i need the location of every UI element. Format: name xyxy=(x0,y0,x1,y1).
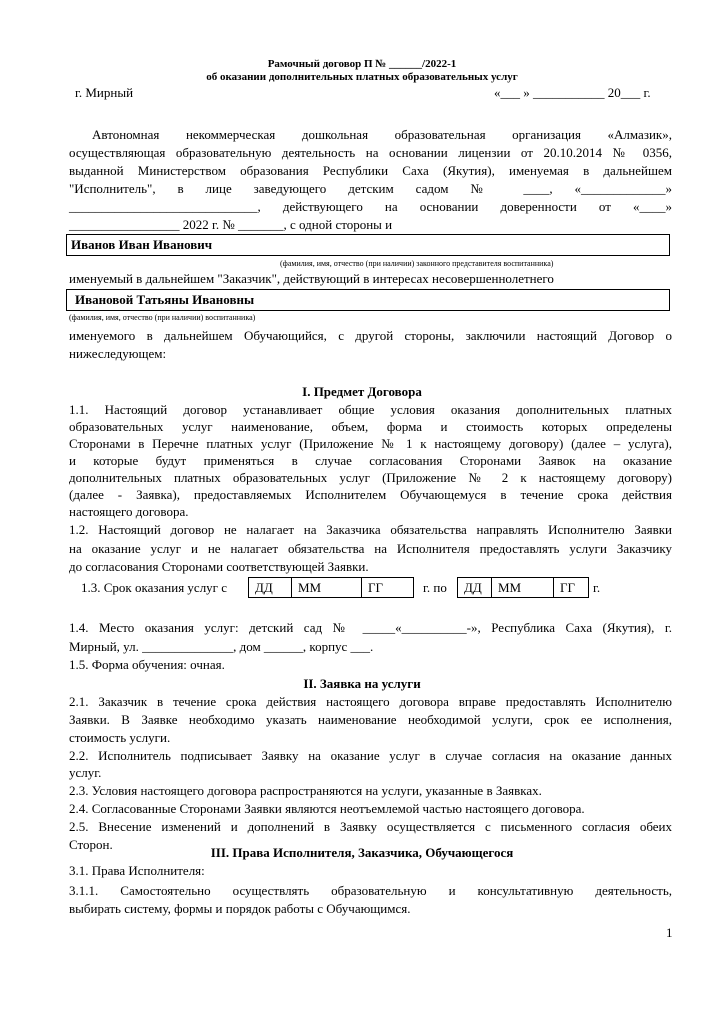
paragraph-line: Сторонами в Перечне платных услуг (Приложение № 1 к настоящему договору) (далее – услуга), xyxy=(69,436,672,451)
preamble-line: _____________________________, действующего на основании доверенности от «____» xyxy=(69,199,672,214)
paragraph-line: 2.5. Внесение изменений и дополнений в Заявку осуществляется с письменного согласия обеих xyxy=(69,819,672,834)
paragraph-line: до согласования Сторонами соответствующей Заявки. xyxy=(69,559,369,574)
paragraph-line: Заявки. В Заявке необходимо указать наименование необходимой услуги, срок ее исполнения, xyxy=(69,712,672,727)
end-day-field[interactable]: ДД xyxy=(457,577,492,598)
paragraph-line: 2.1. Заказчик в течение срока действия настоящего договора вправе предоставлять Исполнителю xyxy=(69,694,672,709)
contract-title: Рамочный договор П № ______/2022-1 xyxy=(267,58,457,70)
paragraph-line: на оказание услуг и не налагает обязательства на Исполнителя предоставлять услуги Заказчику xyxy=(69,541,672,556)
customer-caption: (фамилия, имя, отчество (при наличии) законного представителя воспитанника) xyxy=(280,259,554,268)
end-month-field[interactable]: ММ xyxy=(491,577,554,598)
customer-name: Иванов Иван Иванович xyxy=(71,237,213,252)
paragraph-line: Мирный, ул. ______________, дом ______, корпус ___. xyxy=(69,639,374,654)
paragraph-line: стоимость услуги. xyxy=(69,730,171,745)
paragraph-line: выбирать систему, формы и порядок работы с Обучающимся. xyxy=(69,901,411,916)
start-day-field[interactable]: ДД xyxy=(248,577,292,598)
period-suffix: г. xyxy=(593,580,601,595)
preamble-line: _________________ 2022 г. № _______, с одной стороны и xyxy=(69,217,393,232)
paragraph-line: 1.1. Настоящий договор устанавливает общие условия оказания дополнительных платных xyxy=(69,402,672,417)
student-caption: (фамилия, имя, отчество (при наличии) воспитанника) xyxy=(69,313,256,322)
section-heading: II. Заявка на услуги xyxy=(303,676,421,691)
end-year-field[interactable]: ГГ xyxy=(553,577,589,598)
paragraph-line: 1.2. Настоящий договор не налагает на Заказчика обязательства направлять Исполнителю Заявки xyxy=(69,522,672,537)
preamble-line: осуществляющая образовательную деятельность на основании лицензии от 20.10.2014 № 0356, xyxy=(69,145,672,160)
paragraph-line: дополнительных платных образовательных услуг (Приложение № 2 к настоящему договору) xyxy=(69,470,672,485)
start-year-field[interactable]: ГГ xyxy=(361,577,414,598)
paragraph-line: услуг. xyxy=(69,765,102,780)
preamble-line: Автономная некоммерческая дошкольная образовательная организация «Алмазик», xyxy=(92,127,672,142)
paragraph-line: 1.4. Место оказания услуг: детский сад № _____«__________-», Республика Саха (Якутия), г. xyxy=(69,620,672,635)
student-name: Ивановой Татьяны Ивановны xyxy=(75,292,255,307)
preamble-line: выданной Министерством образования Республики Саха (Якутия), именуемая в дальнейшем xyxy=(69,163,672,178)
paragraph-line: и которые будут применяться в случае согласования Сторонами Заявок на оказание xyxy=(69,453,672,468)
paragraph-line: 1.5. Форма обучения: очная. xyxy=(69,657,225,672)
contract-date: «___ » ___________ 20___ г. xyxy=(494,85,651,100)
paragraph-line: 3.1.1. Самостоятельно осуществлять образовательную и консультативную деятельность, xyxy=(69,883,672,898)
period-to-label: г. по xyxy=(423,580,447,595)
paragraph-line: (далее - Заявка), предоставляемых Исполнителем Обучающемуся в течение срока действия xyxy=(69,487,672,502)
preamble-closing: именуемого в дальнейшем Обучающийся, с другой стороны, заключили настоящий Договор о xyxy=(69,328,672,343)
paragraph-line: образовательных услуг наименование, объем, форма и стоимость которых определены xyxy=(69,419,672,434)
start-month-field[interactable]: ММ xyxy=(291,577,362,598)
preamble-line: "Исполнитель", в лице заведующего детским садом № ____, «_____________» xyxy=(69,181,672,196)
paragraph-line: 2.2. Исполнитель подписывает Заявку на оказание услуг в случае согласия на оказание данных xyxy=(69,748,672,763)
paragraph-line: 2.3. Условия настоящего договора распространяются на услуги, указанные в Заявках. xyxy=(69,783,542,798)
paragraph-line: настоящего договора. xyxy=(69,504,189,519)
preamble-closing: нижеследующем: xyxy=(69,346,167,361)
paragraph-line: 2.4. Согласованные Сторонами Заявки являются неотъемлемой частью настоящего договора. xyxy=(69,801,585,816)
customer-text: именуемый в дальнейшем "Заказчик", действующий в интересах несовершеннолетнего xyxy=(69,271,554,286)
paragraph-line: Сторон. xyxy=(69,837,113,852)
period-label: 1.3. Срок оказания услуг с xyxy=(81,580,228,595)
contract-subtitle: об оказании дополнительных платных образовательных услуг xyxy=(206,71,518,83)
section-heading: I. Предмет Договора xyxy=(302,384,422,399)
city-label: г. Мирный xyxy=(75,85,134,100)
paragraph-line: 3.1. Права Исполнителя: xyxy=(69,863,205,878)
page-number: 1 xyxy=(666,925,673,940)
section-heading: III. Права Исполнителя, Заказчика, Обучающегося xyxy=(210,845,514,860)
